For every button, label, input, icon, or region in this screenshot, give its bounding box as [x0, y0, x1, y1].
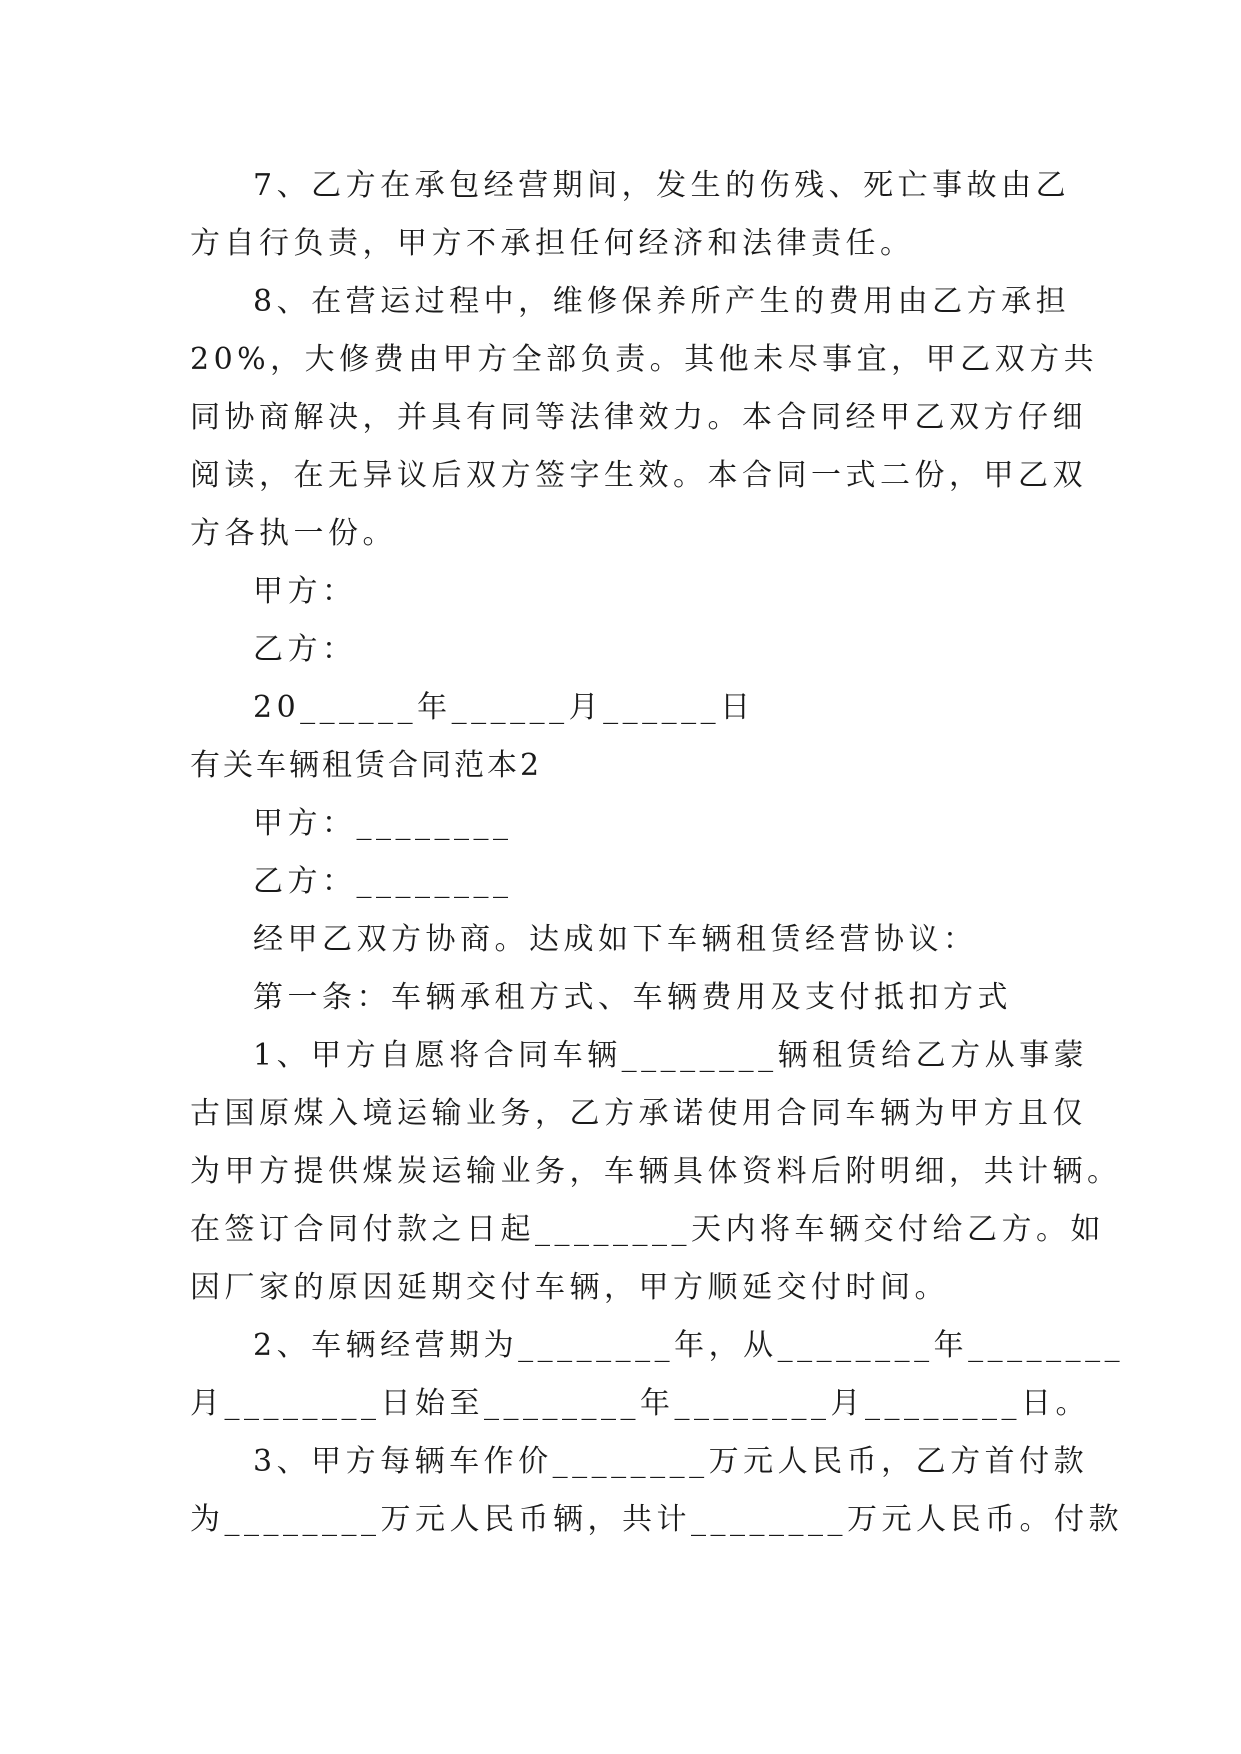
paragraph-8-line-3: 同协商解决，并具有同等法律效力。本合同经甲乙双方仔细	[190, 400, 1087, 435]
date-line: 20______年______月______日	[253, 690, 755, 725]
article-1-heading: 第一条：车辆承租方式、车辆费用及支付抵扣方式	[253, 980, 1012, 1015]
party-a-field: 甲方：________	[253, 806, 513, 841]
clause-1-line-5: 因厂家的原因延期交付车辆，甲方顺延交付时间。	[190, 1270, 949, 1305]
party-b-label: 乙方：	[253, 632, 357, 667]
clause-3-line-2: 为________万元人民币辆，共计________万元人民币。付款	[190, 1502, 1123, 1537]
clause-1-line-2: 古国原煤入境运输业务，乙方承诺使用合同车辆为甲方且仅	[190, 1096, 1087, 1131]
paragraph-7-line-2: 方自行负责，甲方不承担任何经济和法律责任。	[190, 226, 915, 261]
party-b-field: 乙方：________	[253, 864, 513, 899]
clause-3-line-1: 3、甲方每辆车作价________万元人民币，乙方首付款	[253, 1444, 1089, 1479]
party-a-label: 甲方：	[253, 574, 357, 609]
paragraph-7-line-1: 7、乙方在承包经营期间，发生的伤残、死亡事故由乙	[253, 168, 1071, 203]
clause-1-line-4: 在签订合同付款之日起________天内将车辆交付给乙方。如	[190, 1212, 1105, 1247]
section-title: 有关车辆租赁合同范本2	[190, 748, 543, 783]
clause-2-line-2: 月________日始至________年________月________日。	[190, 1386, 1090, 1421]
clause-1-line-3: 为甲方提供煤炭运输业务，车辆具体资料后附明细，共计辆。	[190, 1154, 1122, 1189]
paragraph-8-line-4: 阅读，在无异议后双方签字生效。本合同一式二份，甲乙双	[190, 458, 1087, 493]
clause-2-line-1: 2、车辆经营期为________年，从________年________	[253, 1328, 1125, 1363]
paragraph-8-line-1: 8、在营运过程中，维修保养所产生的费用由乙方承担	[253, 284, 1071, 319]
paragraph-8-line-5: 方各执一份。	[190, 516, 397, 551]
paragraph-8-line-2: 20%，大修费由甲方全部负责。其他未尽事宜，甲乙双方共	[190, 342, 1099, 377]
agreement-intro: 经甲乙双方协商。达成如下车辆租赁经营协议：	[253, 922, 978, 957]
clause-1-line-1: 1、甲方自愿将合同车辆________辆租赁给乙方从事蒙	[253, 1038, 1089, 1073]
